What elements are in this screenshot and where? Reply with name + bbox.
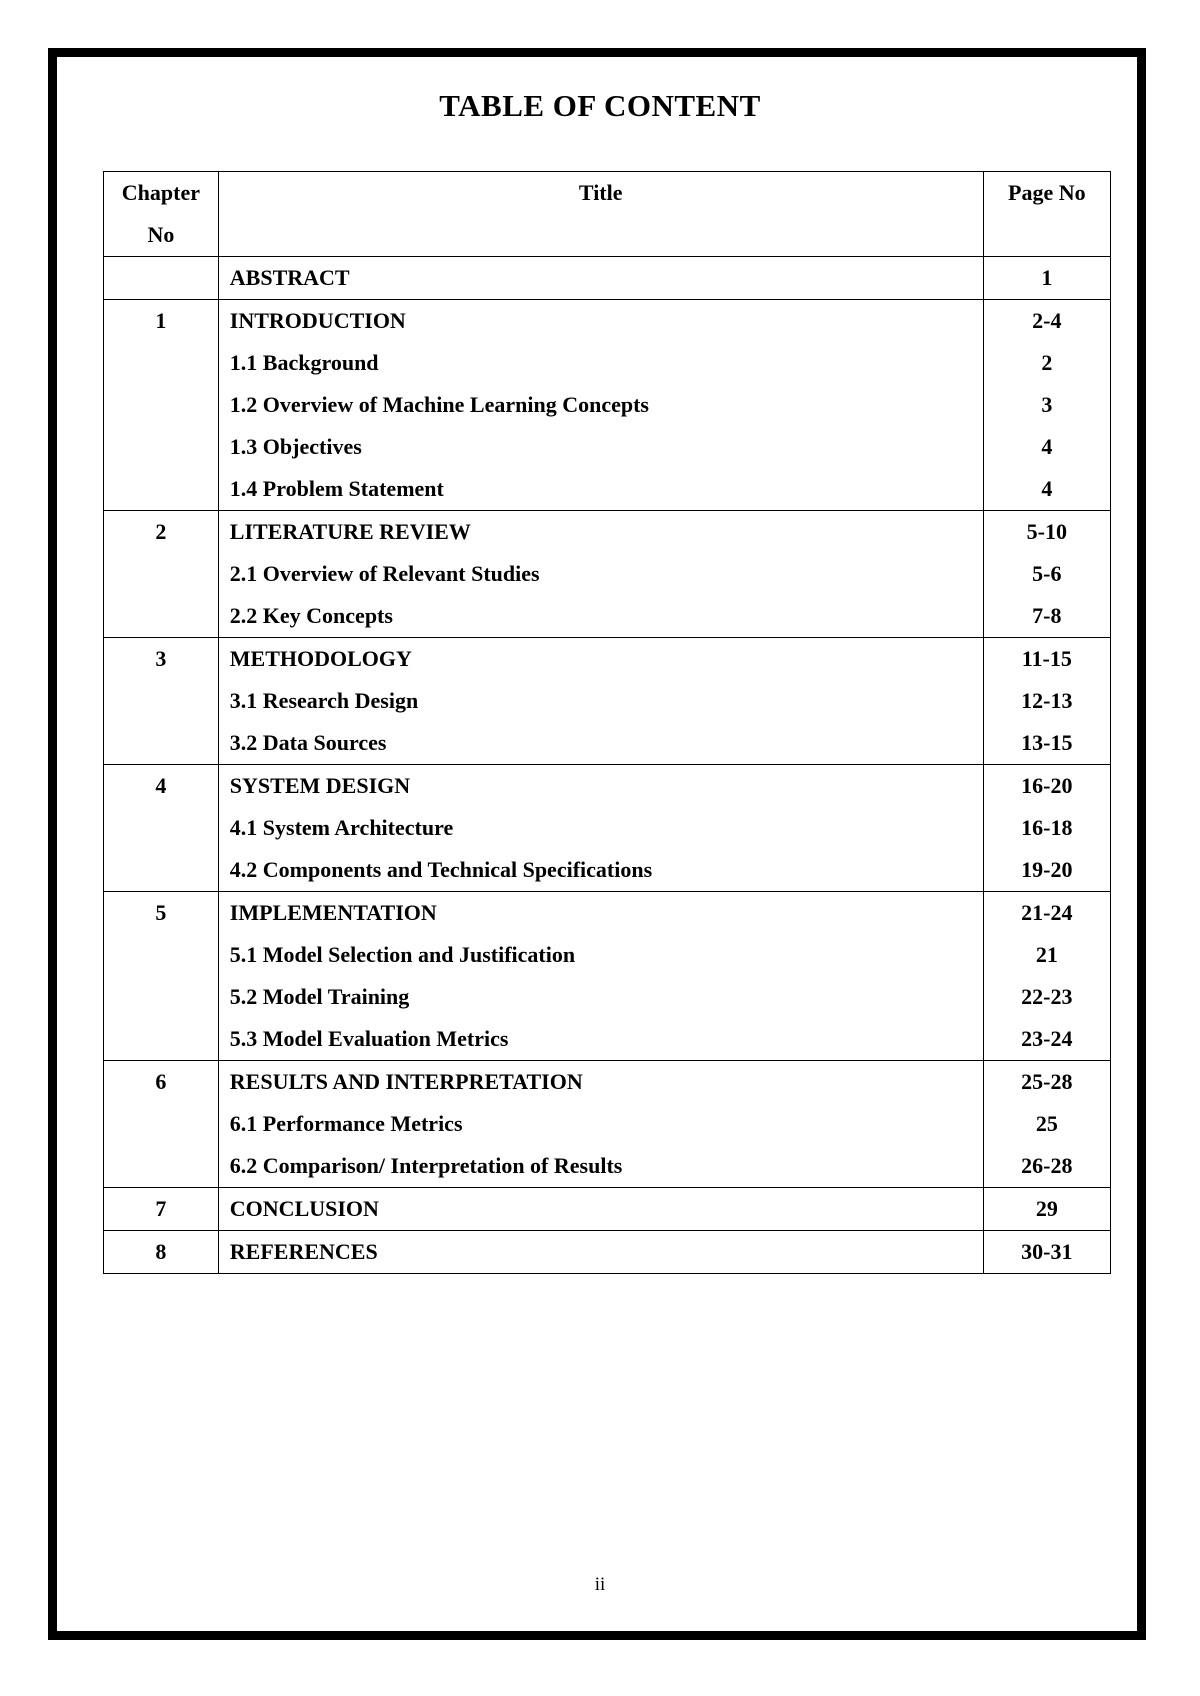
page-range: 16-20 <box>1021 773 1073 798</box>
page-range: 4 <box>1041 434 1053 459</box>
page-cell <box>983 511 1110 638</box>
chapter-cell <box>104 300 219 511</box>
entry-title: LITERATURE REVIEW <box>229 519 471 544</box>
chapter-number: 1 <box>155 308 167 333</box>
entry-title: 6.2 Comparison/ Interpretation of Results <box>229 1153 623 1178</box>
table-row <box>104 1061 1111 1188</box>
entry-title: 5.2 Model Training <box>229 984 410 1009</box>
page-range: 12-13 <box>1021 688 1073 713</box>
toc-header <box>104 172 1111 257</box>
chapter-number <box>104 468 218 510</box>
table-row <box>104 638 1111 765</box>
title-cell <box>218 1231 983 1274</box>
entry-title: ABSTRACT <box>229 265 350 290</box>
page-cell <box>983 892 1110 1061</box>
table-row <box>104 892 1111 1061</box>
chapter-number: 2 <box>155 519 167 544</box>
entry-title: 3.2 Data Sources <box>229 730 387 755</box>
chapter-number <box>104 426 218 468</box>
entry-title: 3.1 Research Design <box>229 688 419 713</box>
title-cell <box>218 765 983 892</box>
chapter-number <box>104 680 218 722</box>
chapter-number <box>104 976 218 1018</box>
entry-title: 1.1 Background <box>229 350 379 375</box>
table-row <box>104 511 1111 638</box>
chapter-cell <box>104 892 219 1061</box>
entry-title: 1.2 Overview of Machine Learning Concepts <box>229 392 649 417</box>
chapter-cell <box>104 1188 219 1231</box>
toc-group <box>104 511 1111 638</box>
toc-group <box>104 638 1111 765</box>
toc-group <box>104 300 1111 511</box>
chapter-number: 8 <box>155 1239 167 1264</box>
entry-title: 5.1 Model Selection and Justification <box>229 942 576 967</box>
page-range: 22-23 <box>1021 984 1073 1009</box>
entry-title: RESULTS AND INTERPRETATION <box>229 1069 583 1094</box>
page-range: 21 <box>1035 942 1058 967</box>
toc-group <box>104 1188 1111 1231</box>
entry-title: 2.1 Overview of Relevant Studies <box>229 561 540 586</box>
chapter-number <box>104 1018 218 1060</box>
page-title: TABLE OF CONTENT <box>439 88 761 123</box>
header-chapter-line2: No <box>147 222 175 247</box>
page-range: 19-20 <box>1021 857 1073 882</box>
toc-group <box>104 1061 1111 1188</box>
page-cell <box>983 1061 1110 1188</box>
chapter-number: 7 <box>155 1196 167 1221</box>
chapter-number <box>104 257 218 299</box>
entry-title: CONCLUSION <box>229 1196 379 1221</box>
entry-title: METHODOLOGY <box>229 646 412 671</box>
page-cell <box>983 765 1110 892</box>
chapter-number: 5 <box>155 900 167 925</box>
toc-group <box>104 892 1111 1061</box>
chapter-cell <box>104 257 219 300</box>
chapter-number <box>104 595 218 637</box>
entry-title: IMPLEMENTATION <box>229 900 437 925</box>
page-range: 5-10 <box>1026 519 1067 544</box>
page-range: 30-31 <box>1021 1239 1073 1264</box>
chapter-number <box>104 1145 218 1187</box>
page-range: 16-18 <box>1021 815 1073 840</box>
entry-title: 2.2 Key Concepts <box>229 603 393 628</box>
page-range: 2-4 <box>1032 308 1062 333</box>
table-row <box>104 300 1111 511</box>
title-cell <box>218 1188 983 1231</box>
table-row <box>104 257 1111 300</box>
chapter-number <box>104 934 218 976</box>
page-range: 26-28 <box>1021 1153 1073 1178</box>
entry-title: 1.3 Objectives <box>229 434 362 459</box>
page-number: ii <box>594 1574 606 1595</box>
chapter-cell <box>104 1231 219 1274</box>
chapter-number <box>104 807 218 849</box>
table-row <box>104 1188 1111 1231</box>
chapter-cell <box>104 511 219 638</box>
page-range: 21-24 <box>1021 900 1073 925</box>
page-cell <box>983 638 1110 765</box>
entry-title: 4.1 System Architecture <box>229 815 454 840</box>
table-row <box>104 765 1111 892</box>
page-range: 13-15 <box>1021 730 1073 755</box>
chapter-number <box>104 722 218 764</box>
title-cell <box>218 300 983 511</box>
header-page-text: Page No <box>1008 180 1086 205</box>
page-range: 7-8 <box>1032 603 1062 628</box>
header-page <box>983 172 1110 257</box>
page-range: 3 <box>1041 392 1053 417</box>
header-title <box>218 172 983 257</box>
chapter-number <box>104 342 218 384</box>
table-row <box>104 1231 1111 1274</box>
chapter-cell <box>104 765 219 892</box>
chapter-cell <box>104 1061 219 1188</box>
chapter-number <box>104 384 218 426</box>
page-range: 1 <box>1041 265 1053 290</box>
page-range: 5-6 <box>1032 561 1062 586</box>
entry-title: 5.3 Model Evaluation Metrics <box>229 1026 509 1051</box>
header-chapter <box>104 172 219 257</box>
toc-table <box>103 171 1111 1274</box>
toc-group <box>104 257 1111 300</box>
header-chapter-line1: Chapter <box>121 180 200 205</box>
page-cell <box>983 1231 1110 1274</box>
entry-title: INTRODUCTION <box>229 308 406 333</box>
title-cell <box>218 892 983 1061</box>
page-cell <box>983 1188 1110 1231</box>
page-range: 23-24 <box>1021 1026 1073 1051</box>
toc-group <box>104 765 1111 892</box>
page-range: 11-15 <box>1021 646 1072 671</box>
entry-title: REFERENCES <box>229 1239 378 1264</box>
chapter-cell <box>104 638 219 765</box>
header-title-text: Title <box>578 180 623 205</box>
chapter-number: 3 <box>155 646 167 671</box>
page-range: 4 <box>1041 476 1053 501</box>
page-range: 25-28 <box>1021 1069 1073 1094</box>
toc-group <box>104 1231 1111 1274</box>
entry-title: 1.4 Problem Statement <box>229 476 444 501</box>
chapter-number <box>104 849 218 891</box>
page-cell <box>983 257 1110 300</box>
chapter-number: 6 <box>155 1069 167 1094</box>
title-cell <box>218 638 983 765</box>
entry-title: 4.2 Components and Technical Specifications <box>229 857 653 882</box>
chapter-number <box>104 553 218 595</box>
page-range: 2 <box>1041 350 1053 375</box>
page-range: 25 <box>1035 1111 1058 1136</box>
entry-title: 6.1 Performance Metrics <box>229 1111 463 1136</box>
title-cell <box>218 257 983 300</box>
title-cell <box>218 511 983 638</box>
chapter-number: 4 <box>155 773 167 798</box>
page-cell <box>983 300 1110 511</box>
title-cell <box>218 1061 983 1188</box>
entry-title: SYSTEM DESIGN <box>229 773 411 798</box>
page-range: 29 <box>1035 1196 1058 1221</box>
chapter-number <box>104 1103 218 1145</box>
